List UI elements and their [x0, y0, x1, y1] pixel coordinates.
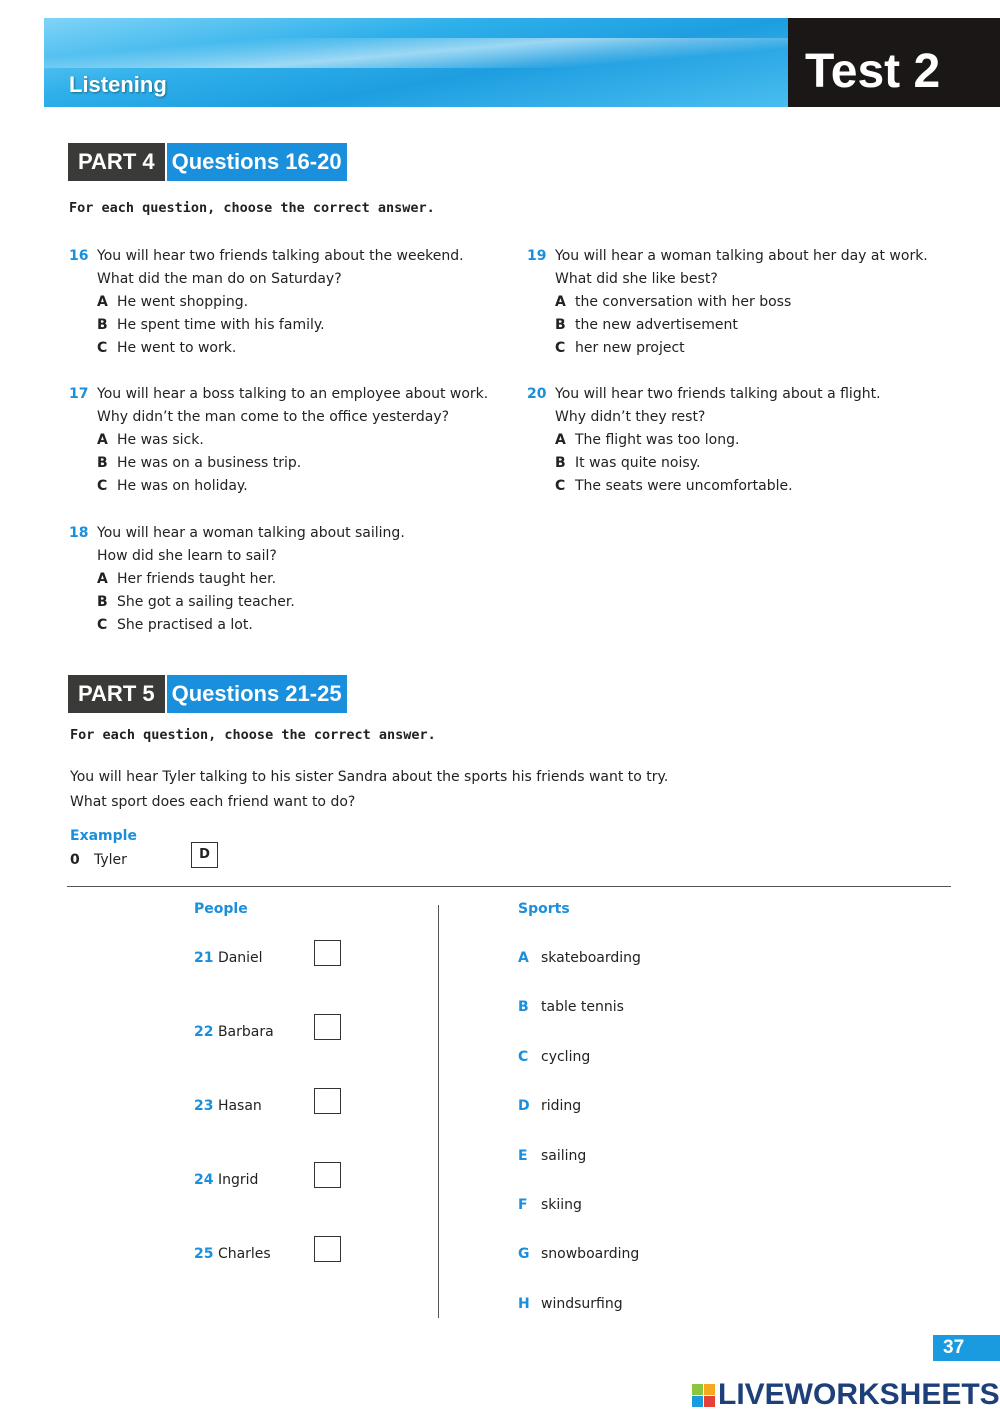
question-text: You will hear two friends talking about a flight. — [555, 386, 881, 402]
question-text: How did she learn to sail? — [97, 548, 277, 564]
option-letter: B — [97, 455, 108, 471]
option-letter: C — [555, 340, 566, 356]
option-letter: A — [97, 432, 108, 448]
page-number: 37 — [933, 1335, 1000, 1361]
sports-header: Sports — [518, 901, 570, 917]
example-number: 0 — [70, 852, 80, 868]
sport-option — [518, 1098, 581, 1114]
person-number: 23 — [194, 1098, 214, 1114]
liveworksheets-logo — [692, 1378, 1000, 1412]
sport-name: riding — [541, 1098, 582, 1115]
sport-name: snowboarding — [541, 1246, 640, 1263]
sport-name: table tennis — [541, 999, 624, 1016]
sport-option — [518, 950, 641, 966]
question-text: You will hear a woman talking about sailing. — [97, 525, 405, 541]
person-row — [194, 1172, 258, 1188]
answer-option[interactable] — [97, 475, 248, 498]
answer-box[interactable] — [314, 1014, 341, 1040]
question-text: You will hear a woman talking about her day at work. — [555, 248, 928, 264]
part5-instruction: For each question, choose the correct answer. — [70, 727, 436, 743]
answer-option[interactable] — [555, 291, 791, 314]
question-number: 16 — [69, 248, 89, 264]
answer-option[interactable] — [97, 568, 276, 591]
option-text: He went to work. — [117, 340, 237, 356]
option-text: He was on holiday. — [117, 478, 248, 494]
questions-label: Questions 21-25 — [167, 675, 347, 713]
person-number: 25 — [194, 1246, 214, 1262]
option-text: her new project — [575, 340, 685, 356]
answer-option[interactable] — [97, 314, 325, 337]
answer-option[interactable] — [97, 337, 236, 360]
option-letter: C — [555, 478, 566, 494]
question-text: You will hear a boss talking to an employee about work. — [97, 386, 489, 402]
option-text: The flight was too long. — [575, 432, 740, 448]
sport-letter: E — [518, 1147, 528, 1164]
option-text: The seats were uncomfortable. — [575, 478, 793, 494]
option-letter: C — [97, 478, 108, 494]
sport-letter: C — [518, 1048, 529, 1065]
section-title: Listening — [69, 72, 167, 97]
person-row — [194, 950, 263, 966]
example-label: Example — [70, 828, 137, 844]
sport-letter: A — [518, 950, 529, 966]
person-row — [194, 1024, 274, 1040]
divider — [67, 886, 951, 887]
people-header: People — [194, 901, 248, 917]
option-text: She practised a lot. — [117, 617, 253, 633]
person-name: Daniel — [217, 950, 263, 966]
option-letter: A — [97, 571, 108, 587]
question-text: Why didn’t the man come to the office yesterday? — [97, 409, 450, 425]
person-row — [194, 1246, 271, 1262]
intro-line: What sport does each friend want to do? — [70, 794, 356, 810]
person-name: Ingrid — [217, 1172, 259, 1188]
sport-letter: D — [518, 1098, 530, 1115]
sport-name: sailing — [541, 1147, 587, 1164]
part4-instruction: For each question, choose the correct answer. — [69, 200, 435, 216]
option-letter: A — [97, 294, 108, 310]
answer-option[interactable] — [97, 591, 295, 614]
question-text: What did she like best? — [555, 271, 718, 287]
person-number: 21 — [194, 950, 214, 966]
question-text: What did the man do on Saturday? — [97, 271, 342, 287]
sport-letter: F — [518, 1197, 528, 1213]
test-title: Test 2 — [805, 45, 941, 98]
sport-option — [518, 1049, 590, 1065]
sport-name: skiing — [541, 1197, 582, 1213]
option-text: It was quite noisy. — [575, 455, 701, 471]
answer-box[interactable] — [314, 1088, 341, 1114]
question-number: 19 — [527, 248, 547, 264]
person-number: 22 — [194, 1024, 214, 1040]
logo-tiles-icon — [692, 1384, 715, 1407]
sport-option — [518, 1197, 582, 1213]
person-name: Hasan — [217, 1098, 262, 1114]
answer-option[interactable] — [555, 429, 739, 452]
option-text: the new advertisement — [575, 317, 738, 333]
option-letter: B — [555, 317, 566, 333]
answer-option[interactable] — [97, 452, 301, 475]
person-name: Charles — [217, 1246, 271, 1262]
part4-badge — [68, 143, 347, 181]
answer-option[interactable] — [555, 337, 685, 360]
person-number: 24 — [194, 1172, 214, 1188]
sport-option — [518, 1148, 586, 1164]
person-row — [194, 1098, 262, 1114]
intro-line: You will hear Tyler talking to his sister Sandra about the sports his friends want to try. — [70, 769, 669, 785]
answer-option[interactable] — [97, 429, 204, 452]
answer-option[interactable] — [555, 314, 738, 337]
part-label: PART 4 — [68, 143, 165, 181]
sport-name: skateboarding — [541, 950, 641, 966]
option-letter: B — [97, 594, 108, 610]
sport-letter: G — [518, 1246, 530, 1263]
person-name: Barbara — [217, 1024, 274, 1040]
question-number: 20 — [527, 386, 547, 402]
answer-option[interactable] — [555, 475, 793, 498]
answer-option[interactable] — [97, 614, 253, 637]
questions-label: Questions 16-20 — [167, 143, 347, 181]
option-letter: C — [97, 340, 108, 356]
option-text: He was on a business trip. — [117, 455, 302, 471]
option-text: He spent time with his family. — [117, 317, 325, 333]
sport-name: windsurfing — [541, 1295, 623, 1312]
option-text: He went shopping. — [117, 294, 249, 310]
option-text: He was sick. — [117, 432, 204, 448]
part5-badge — [68, 675, 347, 713]
question-number: 17 — [69, 386, 89, 402]
option-letter: B — [555, 455, 566, 471]
answer-box[interactable] — [314, 940, 341, 966]
option-letter: A — [555, 294, 566, 310]
option-letter: A — [555, 432, 566, 448]
option-letter: C — [97, 617, 108, 633]
option-text: She got a sailing teacher. — [117, 594, 295, 610]
question-text: You will hear two friends talking about the weekend. — [97, 248, 464, 264]
sport-letter: B — [518, 999, 529, 1016]
logo-text: LIVEWORKSHEETS — [718, 1378, 1000, 1411]
question-number: 18 — [69, 525, 89, 541]
part-label: PART 5 — [68, 675, 165, 713]
answer-box[interactable] — [314, 1162, 341, 1188]
example-name: Tyler — [94, 852, 127, 868]
answer-option[interactable] — [97, 291, 248, 314]
column-divider — [438, 905, 439, 1318]
answer-box[interactable] — [314, 1236, 341, 1262]
sport-letter: H — [518, 1295, 530, 1312]
question-text: Why didn’t they rest? — [555, 409, 706, 425]
sport-option — [518, 1296, 623, 1312]
example-answer-box: D — [191, 842, 218, 868]
option-text: Her friends taught her. — [117, 571, 277, 587]
answer-option[interactable] — [555, 452, 700, 475]
sport-option — [518, 999, 624, 1015]
sport-name: cycling — [541, 1048, 591, 1065]
option-letter: B — [97, 317, 108, 333]
option-text: the conversation with her boss — [575, 294, 792, 310]
sport-option — [518, 1246, 639, 1262]
